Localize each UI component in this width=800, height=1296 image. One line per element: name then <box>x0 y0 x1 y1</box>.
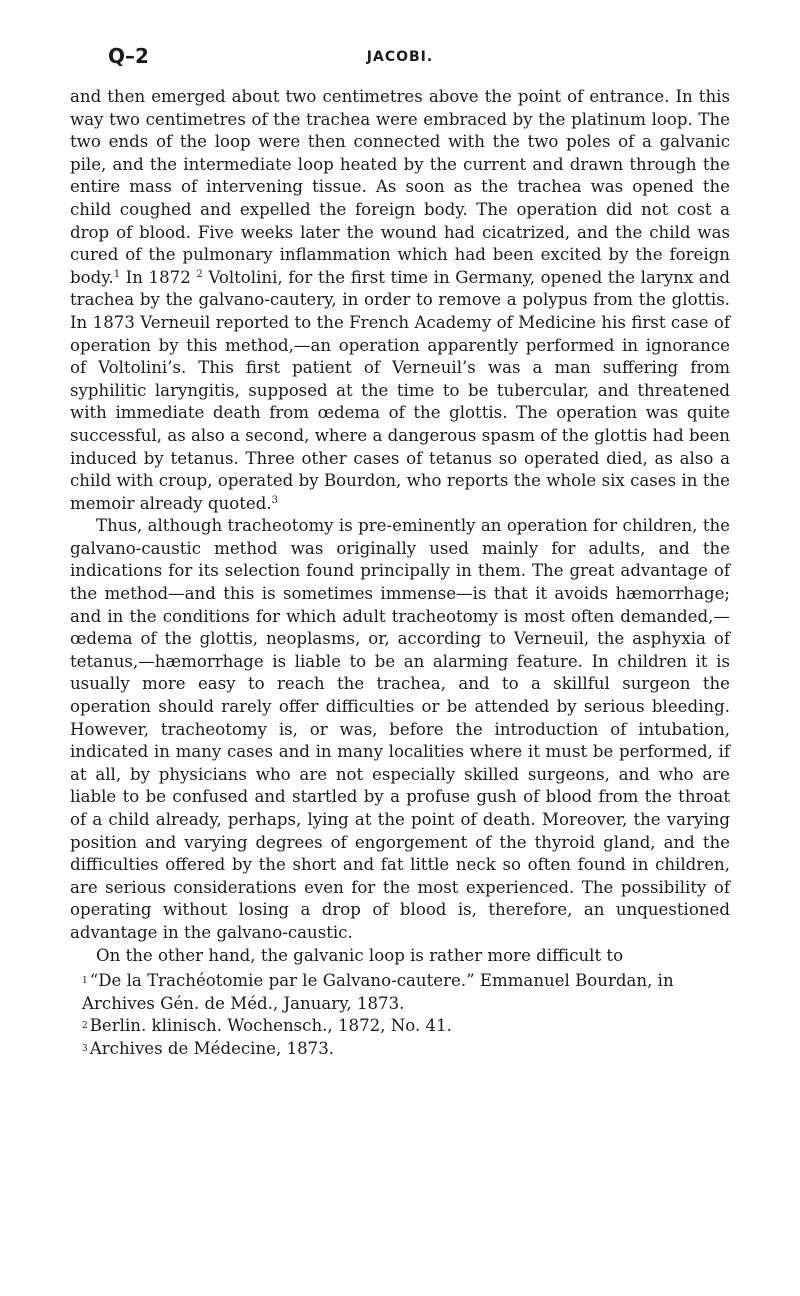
page-body <box>70 86 730 1061</box>
page-header <box>70 0 730 90</box>
text-run: On the other hand, the galvanic loop is rather more difficult to <box>96 945 624 965</box>
text-run: Voltolini, for the first time in Germany, opened the larynx and trachea by the galvano-cautery, in order to remove a polypus from the glottis. In 1873 Verneuil reported to the French Academy of Medicine his first case of operation by this method,—an operation apparently performed in ignorance of Voltolini’s. This first patient of Verneuil’s was a man suffering from syphilitic laryngitis, supposed at the time to be tubercular, and threatened with immediate death from œdema of the glottis. The operation was quite successful, as also a second, where a dangerous spasm of the glottis had been induced by tetanus. Three other cases of tetanus so operated died, as also a child with croup, operated by Bourdon, who reports the whole six cases in the memoir already quoted. <box>70 267 730 513</box>
footnote-number: 3 <box>82 1043 88 1054</box>
footnote-marker: 1 <box>113 268 121 280</box>
footnote-marker: 3 <box>271 494 278 506</box>
footnote-3 <box>70 1038 730 1061</box>
footnote-text: Archives de Médecine, 1873. <box>89 1038 335 1058</box>
footnote-2 <box>70 1015 730 1038</box>
footnote-1 <box>70 970 730 1015</box>
footnotes <box>70 970 730 1060</box>
text-run: Thus, although tracheotomy is pre-eminently an operation for children, the galvano-caustic method was originally used mainly for adults, and the indications for its selection found principally in them. The great advantage of the method—and this is sometimes immense—is that it avoids hæmorrhage; and in the conditions for which adult tracheotomy is most often demanded,—œdema of the glottis, neoplasms, or, according to Verneuil, the asphyxia of tetanus,—hæmorrhage is liable to be an alarming feature. In children it is usually more easy to reach the trachea, and to a skillful surgeon the operation should rarely offer difficulties or be attended by serious bleeding. However, tracheotomy is, or was, before the introduction of intubation, indicated in many cases and in many localities where it must be performed, if at all, by physicians who are not especially skilled surgeons, and who are liable to be confused and startled by a profuse gush of blood from the throat of a child already, perhaps, lying at the point of death. Moreover, the varying position and varying degrees of engorgement of the thyroid gland, and the difficulties offered by the short and fat little neck so often found in children, are serious considerations even for the most experienced. The possibility of operating without losing a drop of blood is, therefore, an unquestioned advantage in the galvano-caustic. <box>70 516 730 942</box>
paragraph-1 <box>70 86 730 515</box>
text-run: In 1872 <box>120 267 197 287</box>
footnote-number: 1 <box>82 976 88 987</box>
footnote-text: “De la Trachéotomie par le Galvano-cautere.” Emmanuel Bourdan, in Archives Gén. de Méd., January, 1873. <box>82 971 674 1013</box>
text-run: and then emerged about two centimetres above the point of entrance. In this way two centimetres of the trachea were embraced by the platinum loop. The two ends of the loop were then connected with the two poles of a galvanic pile, and the intermediate loop heated by the current and drawn through the entire mass of intervening tissue. As soon as the trachea was opened the child coughed and expelled the foreign body. The operation did not cost a drop of blood. Five weeks later the wound had cicatrized, and the child was cured of the pulmonary inflammation which had been excited by the foreign body. <box>70 87 730 287</box>
running-title: JACOBI. <box>366 49 434 65</box>
footnote-marker: 2 <box>196 268 203 280</box>
paragraph-2 <box>70 515 730 944</box>
footnote-number: 2 <box>82 1021 88 1032</box>
footnote-text: Berlin. klinisch. Wochensch., 1872, No. 41. <box>89 1016 452 1036</box>
paragraph-3 <box>70 945 730 968</box>
page-number: Q–2 <box>108 44 149 68</box>
